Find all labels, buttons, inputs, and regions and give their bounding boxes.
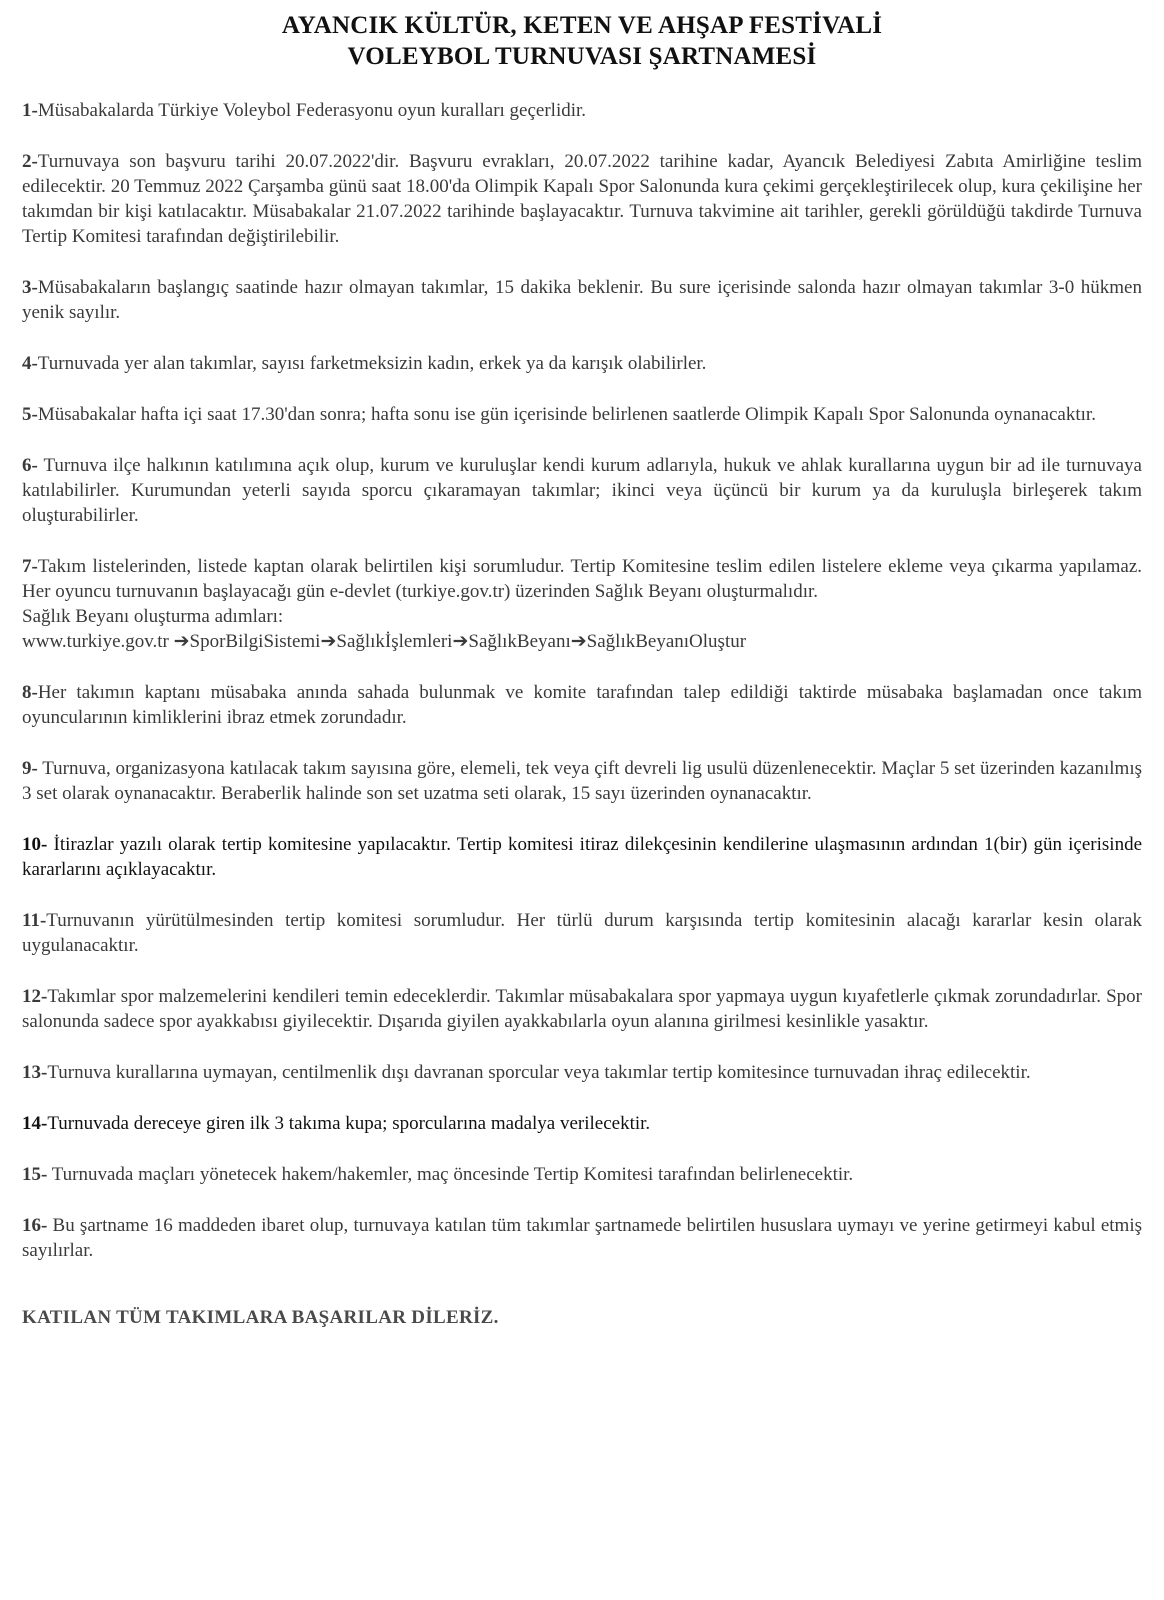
clause-text: Turnuvada maçları yönetecek hakem/hakemler, maç öncesinde Tertip Komitesi tarafından belirlenecektir. bbox=[47, 1164, 854, 1185]
title-line-1: AYANCIK KÜLTÜR, KETEN VE AHŞAP FESTİVALİ bbox=[281, 12, 883, 39]
clause-number: 14- bbox=[22, 1113, 48, 1134]
title-line-2: VOLEYBOL TURNUVASI ŞARTNAMESİ bbox=[347, 43, 817, 70]
clause-text: Her takımın kaptanı müsabaka anında sahada bulunmak ve komite tarafından talep edildiği taktirde müsabaka başlamadan once takım oyuncularının kimliklerini ibraz etmek zorundadır. bbox=[22, 682, 1142, 728]
clause-item bbox=[22, 402, 1142, 427]
clause-number: 11- bbox=[22, 910, 47, 931]
clause-item bbox=[22, 680, 1142, 730]
clause-item bbox=[22, 453, 1142, 528]
clause-item bbox=[22, 908, 1142, 958]
health-declaration-steps: www.turkiye.gov.tr ➔SporBilgiSistemi➔Sağlıkİşlemleri➔SağlıkBeyanı➔SağlıkBeyanıOluştur bbox=[22, 631, 747, 652]
clause-number: 4- bbox=[22, 353, 38, 374]
clause-number: 9- bbox=[22, 758, 38, 779]
clause-item bbox=[22, 1213, 1142, 1263]
clause-number: 6- bbox=[22, 455, 38, 476]
clause-item bbox=[22, 98, 1142, 123]
clause-text: Turnuva kurallarına uymayan, centilmenlik dışı davranan sporcular veya takımlar tertip komitesince turnuvadan ihraç edilecektir. bbox=[47, 1062, 1031, 1083]
clause-item bbox=[22, 149, 1142, 249]
clause-number: 8- bbox=[22, 682, 38, 703]
clause-number: 5- bbox=[22, 404, 38, 425]
clause-text: Takım listelerinden, listede kaptan olarak belirtilen kişi sorumludur. Tertip Komitesine teslim edilen listelere ekleme veya çıkarma yapılamaz. Her oyuncu turnuvanın başlayacağı gün e-devlet (turkiye.gov.tr) üzerinden Sağlık Beyanı oluşturmalıdır. bbox=[22, 556, 1142, 602]
clause-text: İtirazlar yazılı olarak tertip komitesine yapılacaktır. Tertip komitesi itiraz dilekçesinin kendilerine ulaşmasının ardından 1(bir) gün içerisinde kararlarını açıklayacaktır. bbox=[22, 834, 1142, 880]
clause-number: 10- bbox=[22, 834, 48, 855]
clause-list bbox=[22, 98, 1142, 1263]
closing-message: KATILAN TÜM TAKIMLARA BAŞARILAR DİLERİZ. bbox=[22, 1307, 499, 1328]
clause-number: 7- bbox=[22, 556, 38, 577]
clause-number: 12- bbox=[22, 986, 48, 1007]
clause-number: 16- bbox=[22, 1215, 48, 1236]
clause-number: 1- bbox=[22, 100, 38, 121]
clause-number: 15- bbox=[22, 1164, 48, 1185]
clause-number: 2- bbox=[22, 151, 38, 172]
clause-item bbox=[22, 1111, 1142, 1136]
clause-text: Turnuva, organizasyona katılacak takım sayısına göre, elemeli, tek veya çift devreli lig usulü düzenlenecektir. Maçlar 5 set üzerinden kazanılmış 3 set olarak oynanacaktır. Beraberlik halinde son set uzatma seti olarak, 15 sayı üzerinden oynanacaktır. bbox=[22, 758, 1142, 804]
clause-text: Turnuva ilçe halkının katılımına açık olup, kurum ve kuruluşlar kendi kurum adlarıyla, hukuk ve ahlak kurallarına uygun bir ad ile turnuvaya katılabilirler. Kurumundan yeterli sayıda sporcu çıkaramayan takımlar; ikinci veya üçüncü bir kurum ya da kuruluşla birleşerek takım oluşturabilirler. bbox=[22, 455, 1142, 526]
clause-text: Turnuvada dereceye giren ilk 3 takıma kupa; sporcularına madalya verilecektir. bbox=[47, 1113, 651, 1134]
clause-text: Müsabakaların başlangıç saatinde hazır olmayan takımlar, 15 dakika beklenir. Bu sure içerisinde salonda hazır olmayan takımlar 3-0 hükmen yenik sayılır. bbox=[22, 277, 1142, 323]
clause-item bbox=[22, 554, 1142, 654]
clause-text: Müsabakalarda Türkiye Voleybol Federasyonu oyun kuralları geçerlidir. bbox=[37, 100, 587, 121]
clause-text: Turnuvaya son başvuru tarihi 20.07.2022'dir. Başvuru evrakları, 20.07.2022 tarihine kadar, Ayancık Belediyesi Zabıta Amirliğine teslim edilecektir. 20 Temmuz 2022 Çarşamba günü saat 18.00'da Olimpik Kapalı Spor Salonunda kura çekimi gerçekleştirilecek olup, kura çekilişine her takımdan bir kişi katılacaktır. Müsabakalar 21.07.2022 tarihinde başlayacaktır. Turnuva takvimine ait tarihler, gerekli görüldüğü takdirde Turnuva Tertip Komitesi tarafından değiştirilebilir. bbox=[22, 151, 1142, 247]
clause-number: 3- bbox=[22, 277, 38, 298]
clause-item bbox=[22, 275, 1142, 325]
clause-item bbox=[22, 984, 1142, 1034]
clause-text: Bu şartname 16 maddeden ibaret olup, turnuvaya katılan tüm takımlar şartnamede belirtilen hususlara uymayı ve yerine getirmeyi kabul etmiş sayılırlar. bbox=[22, 1215, 1142, 1261]
clause-text: Turnuvanın yürütülmesinden tertip komitesi sorumludur. Her türlü durum karşısında tertip komitesinin alacağı kararlar kesin olarak uygulanacaktır. bbox=[22, 910, 1142, 956]
health-declaration-steps-title: Sağlık Beyanı oluşturma adımları: bbox=[22, 606, 284, 627]
document-title bbox=[22, 10, 1142, 72]
clause-item bbox=[22, 351, 1142, 376]
clause-text: Turnuvada yer alan takımlar, sayısı farketmeksizin kadın, erkek ya da karışık olabilirler. bbox=[37, 353, 707, 374]
clause-item bbox=[22, 832, 1142, 882]
clause-item bbox=[22, 756, 1142, 806]
clause-item bbox=[22, 1060, 1142, 1085]
clause-number: 13- bbox=[22, 1062, 48, 1083]
clause-text: Müsabakalar hafta içi saat 17.30'dan sonra; hafta sonu ise gün içerisinde belirlenen saatlerde Olimpik Kapalı Spor Salonunda oynanacaktır. bbox=[37, 404, 1096, 425]
clause-item bbox=[22, 1162, 1142, 1187]
clause-text: Takımlar spor malzemelerini kendileri temin edeceklerdir. Takımlar müsabakalara spor yapmaya uygun kıyafetlerle çıkmak zorundadırlar. Spor salonunda sadece spor ayakkabısı giyilecektir. Dışarıda giyilen ayakkabılarla oyun alanına girilmesi kesinlikle yasaktır. bbox=[22, 986, 1142, 1032]
